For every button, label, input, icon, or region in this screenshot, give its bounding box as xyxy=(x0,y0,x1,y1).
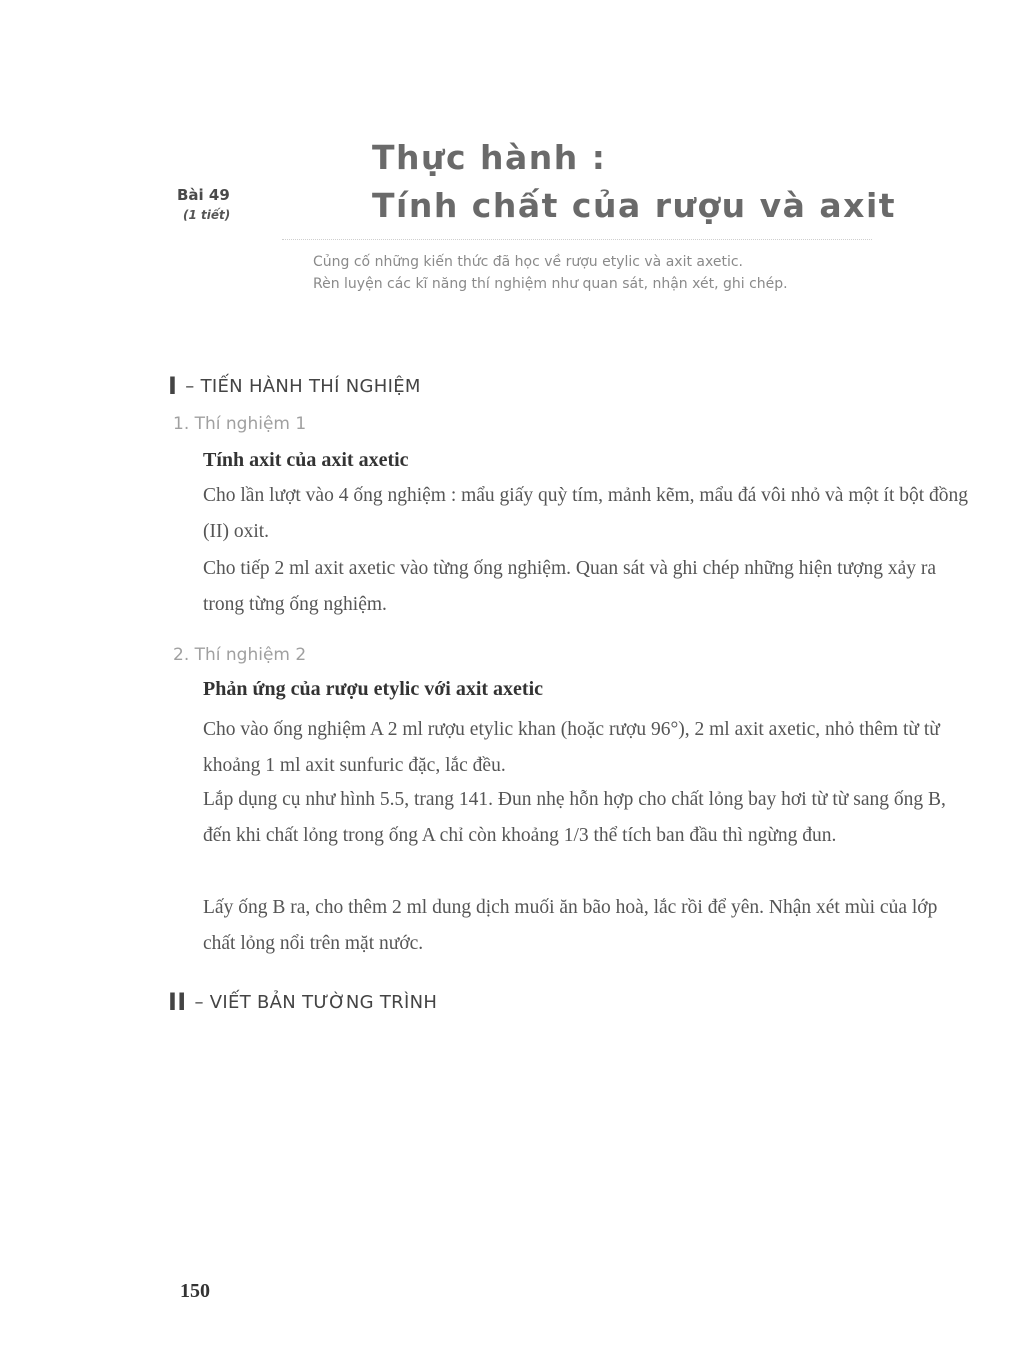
experiment-1-paragraph: Cho tiếp 2 ml axit axetic vào từng ống nghiệm. Quan sát và ghi chép những hiện tượng xảy ra trong từng ống nghiệm. xyxy=(203,558,937,615)
section-heading-2 xyxy=(168,988,437,1016)
experiment-2-paragraph: Lắp dụng cụ như hình 5.5, trang 141. Đun nhẹ hỗn hợp cho chất lỏng bay hơi từ từ sang ống B, đến khi chất lỏng trong ống A chỉ còn khoảng 1/3 thể tích ban đầu thì ngừng đun. xyxy=(203,789,946,846)
page-title-line-2: Tính chất của rượu và axit xyxy=(372,186,897,225)
objective-item: Củng cố những kiến thức đã học về rượu etylic và axit axetic. xyxy=(313,254,743,270)
section-numeral: II xyxy=(168,988,187,1016)
objective-item: Rèn luyện các kĩ năng thí nghiệm như quan sát, nhận xét, ghi chép. xyxy=(313,276,788,292)
experiment-1-subtitle: Tính axit của axit axetic xyxy=(203,449,409,471)
section-label: – TIẾN HÀNH THÍ NGHIỆM xyxy=(179,376,421,397)
page-number: 150 xyxy=(180,1280,210,1302)
page-title-line-1: Thực hành : xyxy=(372,138,607,177)
experiment-1-paragraph: Cho lần lượt vào 4 ống nghiệm : mẩu giấy quỳ tím, mảnh kẽm, mẩu đá vôi nhỏ và một ít bột đồng (II) oxit. xyxy=(203,485,969,542)
experiment-2-paragraph: Lấy ống B ra, cho thêm 2 ml dung dịch muối ăn bão hoà, lắc rồi để yên. Nhận xét mùi của lớp chất lỏng nổi trên mặt nước. xyxy=(203,897,938,954)
section-heading-1 xyxy=(168,372,421,400)
title-divider xyxy=(282,239,872,240)
lesson-duration: (1 tiết) xyxy=(183,208,231,222)
section-label: – VIẾT BẢN TƯỜNG TRÌNH xyxy=(188,992,438,1013)
experiment-2-heading: 2. Thí nghiệm 2 xyxy=(173,645,307,665)
experiment-2-paragraph: Cho vào ống nghiệm A 2 ml rượu etylic khan (hoặc rượu 96°), 2 ml axit axetic, nhỏ thêm từ từ khoảng 1 ml axit sunfuric đặc, lắc đều. xyxy=(203,719,940,776)
section-numeral: I xyxy=(168,372,178,400)
lesson-number: Bài 49 xyxy=(177,186,230,204)
experiment-1-heading: 1. Thí nghiệm 1 xyxy=(173,414,307,434)
experiment-2-subtitle: Phản ứng của rượu etylic với axit axetic xyxy=(203,678,544,700)
